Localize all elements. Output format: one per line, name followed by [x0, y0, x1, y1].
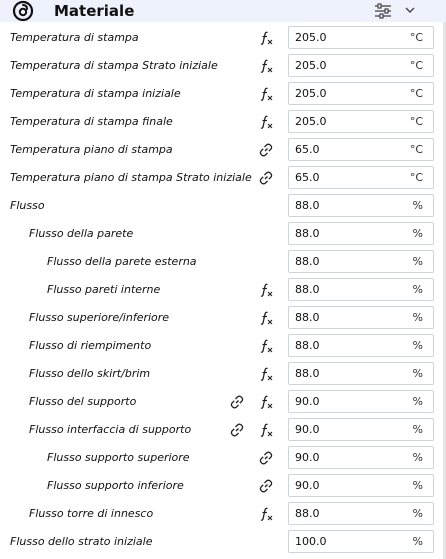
- function-icon[interactable]: [258, 366, 274, 382]
- function-icon[interactable]: [258, 338, 274, 354]
- setting-value-field[interactable]: [288, 474, 434, 497]
- setting-row: [0, 164, 446, 192]
- setting-value-field[interactable]: [288, 278, 434, 301]
- setting-label: Flusso dello strato iniziale: [10, 535, 153, 548]
- setting-value-field[interactable]: [288, 334, 434, 357]
- setting-value-field[interactable]: [288, 306, 434, 329]
- setting-unit: %: [412, 283, 423, 296]
- setting-row: [0, 52, 446, 80]
- setting-label: Flusso della parete: [29, 227, 134, 240]
- link-icon[interactable]: [229, 394, 245, 410]
- setting-value-field[interactable]: [288, 418, 434, 441]
- setting-label: Flusso del supporto: [29, 395, 137, 408]
- setting-label: Flusso superiore/inferiore: [29, 311, 170, 324]
- setting-row: [0, 332, 446, 360]
- setting-unit: °C: [409, 59, 423, 72]
- function-icon[interactable]: [258, 30, 274, 46]
- setting-label: Temperatura di stampa: [10, 31, 139, 44]
- setting-row: [0, 304, 446, 332]
- setting-label: Temperatura di stampa finale: [10, 115, 173, 128]
- setting-value-field[interactable]: [288, 166, 434, 189]
- link-icon[interactable]: [258, 478, 274, 494]
- chevron-down-icon[interactable]: [404, 5, 416, 15]
- setting-row: [0, 248, 446, 276]
- setting-unit: °C: [409, 87, 423, 100]
- setting-value[interactable]: 65.0: [295, 143, 320, 156]
- setting-row: [0, 444, 446, 472]
- setting-value-field[interactable]: [288, 54, 434, 77]
- setting-label: Flusso della parete esterna: [47, 255, 197, 268]
- setting-value-field[interactable]: [288, 110, 434, 133]
- setting-row: [0, 136, 446, 164]
- setting-unit: °C: [409, 171, 423, 184]
- setting-value-field[interactable]: [288, 194, 434, 217]
- setting-row: [0, 500, 446, 528]
- setting-value[interactable]: 205.0: [295, 115, 327, 128]
- material-spool-icon: [12, 0, 34, 22]
- setting-value-field[interactable]: [288, 530, 434, 553]
- setting-value[interactable]: 100.0: [295, 535, 327, 548]
- setting-value[interactable]: 88.0: [295, 367, 320, 380]
- setting-unit: %: [412, 507, 423, 520]
- setting-value[interactable]: 205.0: [295, 87, 327, 100]
- setting-unit: %: [412, 311, 423, 324]
- setting-label: Flusso pareti interne: [47, 283, 161, 296]
- setting-value[interactable]: 65.0: [295, 171, 320, 184]
- setting-row: [0, 192, 446, 220]
- setting-label: Flusso interfaccia di supporto: [29, 423, 192, 436]
- setting-value-field[interactable]: [288, 502, 434, 525]
- setting-value-field[interactable]: [288, 26, 434, 49]
- setting-label: Temperatura piano di stampa: [10, 143, 173, 156]
- setting-row: [0, 472, 446, 500]
- setting-value[interactable]: 205.0: [295, 59, 327, 72]
- setting-value[interactable]: 88.0: [295, 311, 320, 324]
- setting-label: Temperatura di stampa Strato iniziale: [10, 59, 218, 72]
- link-icon[interactable]: [258, 450, 274, 466]
- setting-value[interactable]: 88.0: [295, 507, 320, 520]
- setting-unit: %: [412, 423, 423, 436]
- setting-label: Flusso dello skirt/brim: [29, 367, 151, 380]
- setting-unit: %: [412, 395, 423, 408]
- settings-visibility-icon[interactable]: [373, 3, 393, 19]
- setting-label: Flusso supporto superiore: [47, 451, 190, 464]
- setting-value[interactable]: 88.0: [295, 199, 320, 212]
- setting-row: [0, 108, 446, 136]
- setting-row: [0, 528, 446, 556]
- setting-value[interactable]: 205.0: [295, 31, 327, 44]
- setting-value[interactable]: 88.0: [295, 283, 320, 296]
- setting-unit: °C: [409, 143, 423, 156]
- setting-unit: %: [412, 535, 423, 548]
- setting-unit: °C: [409, 115, 423, 128]
- function-icon[interactable]: [258, 58, 274, 74]
- link-icon[interactable]: [258, 142, 274, 158]
- function-icon[interactable]: [258, 422, 274, 438]
- setting-value[interactable]: 88.0: [295, 255, 320, 268]
- setting-label: Flusso supporto inferiore: [47, 479, 184, 492]
- setting-label: Flusso torre di innesco: [29, 507, 154, 520]
- setting-row: [0, 24, 446, 52]
- setting-label: Flusso: [10, 199, 45, 212]
- function-icon[interactable]: [258, 394, 274, 410]
- setting-label: Temperatura di stampa iniziale: [10, 87, 181, 100]
- setting-unit: %: [412, 367, 423, 380]
- link-icon[interactable]: [229, 422, 245, 438]
- setting-row: [0, 220, 446, 248]
- setting-row: [0, 416, 446, 444]
- setting-row: [0, 388, 446, 416]
- setting-value-field[interactable]: [288, 222, 434, 245]
- setting-value[interactable]: 88.0: [295, 339, 320, 352]
- setting-row: [0, 276, 446, 304]
- setting-value-field[interactable]: [288, 250, 434, 273]
- setting-value-field[interactable]: [288, 446, 434, 469]
- setting-label: Flusso di riempimento: [29, 339, 152, 352]
- setting-value-field[interactable]: [288, 138, 434, 161]
- setting-unit: %: [412, 227, 423, 240]
- function-icon[interactable]: [258, 282, 274, 298]
- setting-value[interactable]: 90.0: [295, 479, 320, 492]
- setting-row: [0, 80, 446, 108]
- function-icon[interactable]: [258, 86, 274, 102]
- setting-value[interactable]: 90.0: [295, 395, 320, 408]
- function-icon[interactable]: [258, 114, 274, 130]
- category-header-material[interactable]: [0, 0, 446, 22]
- setting-unit: %: [412, 451, 423, 464]
- setting-value[interactable]: 88.0: [295, 227, 320, 240]
- setting-unit: %: [412, 339, 423, 352]
- setting-unit: %: [412, 479, 423, 492]
- setting-label: Temperatura piano di stampa Strato iniziale: [10, 171, 252, 184]
- setting-value-field[interactable]: [288, 82, 434, 105]
- setting-value[interactable]: 90.0: [295, 451, 320, 464]
- setting-unit: °C: [409, 31, 423, 44]
- setting-value-field[interactable]: [288, 390, 434, 413]
- setting-row: [0, 360, 446, 388]
- function-icon[interactable]: [258, 506, 274, 522]
- setting-unit: %: [412, 255, 423, 268]
- setting-value-field[interactable]: [288, 362, 434, 385]
- setting-unit: %: [412, 199, 423, 212]
- link-icon[interactable]: [258, 170, 274, 186]
- function-icon[interactable]: [258, 310, 274, 326]
- category-title: Materiale: [54, 2, 135, 20]
- setting-value[interactable]: 90.0: [295, 423, 320, 436]
